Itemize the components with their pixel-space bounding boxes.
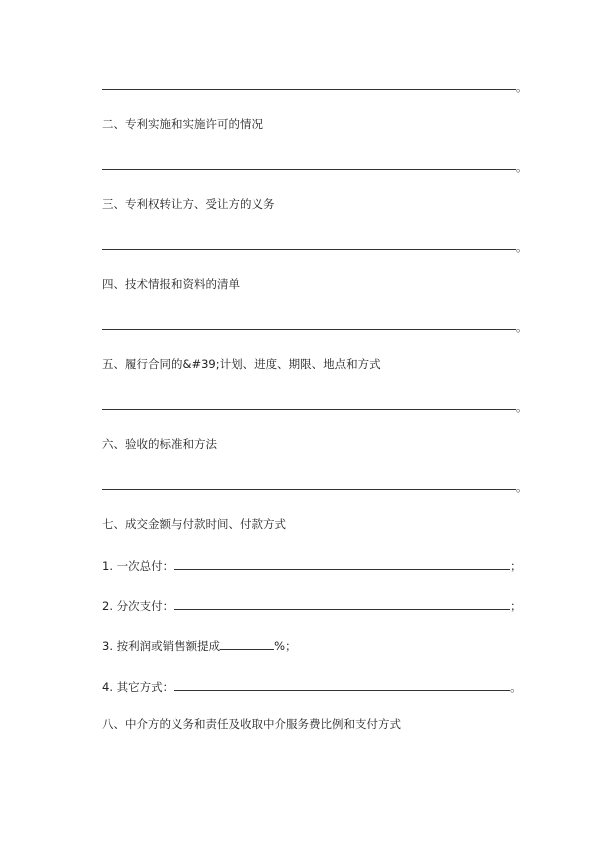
payment-lump-sum-blank[interactable]: [174, 557, 510, 570]
payment-royalty-label: 3. 按利润或销售额提成: [102, 639, 221, 653]
period-mark: 。: [516, 400, 528, 414]
payment-royalty-blank[interactable]: [220, 637, 274, 650]
blank-line-2: [102, 169, 516, 170]
period-mark: 。: [510, 680, 522, 694]
payment-installments-label: 2. 分次支付：: [102, 599, 175, 613]
blank-line-4: [102, 329, 516, 330]
section-5-heading: 五、履行合同的&#39;计划、进度、期限、地点和方式: [102, 357, 381, 371]
section-2-heading: 二、专利实施和实施许可的情况: [102, 117, 263, 131]
semicolon-mark: ；: [510, 599, 522, 613]
blank-line-6: [102, 489, 516, 490]
percent-mark: %；: [274, 639, 297, 653]
payment-other-blank[interactable]: [174, 678, 510, 691]
section-7-heading: 七、成交金额与付款时间、付款方式: [102, 517, 286, 531]
period-mark: 。: [516, 240, 528, 254]
payment-installments-blank[interactable]: [174, 597, 510, 610]
payment-lump-sum-label: 1. 一次总付：: [102, 559, 175, 573]
payment-royalty: [102, 637, 297, 653]
payment-lump-sum: [102, 557, 522, 573]
blank-line-1: [102, 89, 516, 90]
payment-other: [102, 678, 522, 694]
blank-line-3: [102, 249, 516, 250]
section-3-heading: 三、专利权转让方、受让方的义务: [102, 197, 275, 211]
period-mark: 。: [516, 320, 528, 334]
period-mark: 。: [516, 80, 528, 94]
blank-line-5: [102, 409, 516, 410]
payment-installments: [102, 597, 522, 613]
section-6-heading: 六、验收的标准和方法: [102, 437, 217, 451]
section-4-heading: 四、技术情报和资料的清单: [102, 277, 240, 291]
period-mark: 。: [516, 160, 528, 174]
section-8-heading: 八、中介方的义务和责任及收取中介服务费比例和支付方式: [102, 717, 401, 731]
payment-other-label: 4. 其它方式：: [102, 680, 175, 694]
semicolon-mark: ；: [510, 559, 522, 573]
period-mark: 。: [516, 480, 528, 494]
